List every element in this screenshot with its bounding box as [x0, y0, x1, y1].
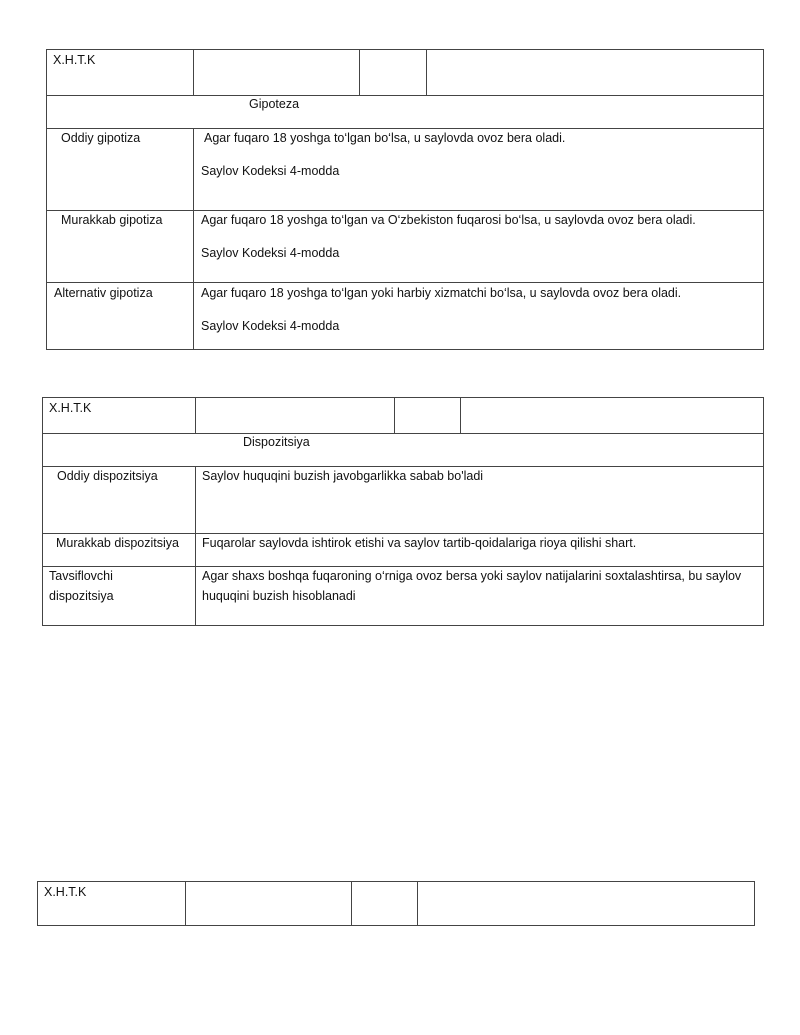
divider [43, 533, 763, 534]
divider [185, 882, 186, 925]
row-label: Tavsiflovchi dispozitsiya [49, 569, 114, 603]
divider [193, 128, 194, 349]
empty-table [37, 881, 755, 926]
gipoteza-table [46, 49, 764, 350]
divider [359, 50, 360, 95]
divider [43, 466, 763, 467]
row-text: Agar shaxs boshqa fuqaroning o‘rniga ovoz bersa yoki saylov natijalarini soxtalashtirsa, bu saylov huquqini buzish hisoblanadi [202, 569, 742, 603]
row-text: Saylov huquqini buzish javobgarlikka sabab bo'ladi [202, 469, 484, 483]
row-source: Saylov Kodeksi 4-modda [201, 164, 340, 178]
divider [47, 95, 763, 96]
header-code: X.H.T.K [44, 885, 87, 899]
section-title: Dispozitsiya [243, 435, 310, 449]
divider [47, 210, 763, 211]
section-title: Gipoteza [249, 97, 300, 111]
row-source: Saylov Kodeksi 4-modda [201, 246, 340, 260]
row-label: Oddiy gipotiza [61, 131, 141, 145]
divider [195, 466, 196, 625]
header-code: X.H.T.K [49, 401, 92, 415]
row-label: Oddiy dispozitsiya [57, 469, 158, 483]
row-text: Agar fuqaro 18 yoshga to‘lgan bo‘lsa, u saylovda ovoz bera oladi. [204, 131, 566, 145]
divider [460, 398, 461, 433]
divider [351, 882, 352, 925]
divider [43, 433, 763, 434]
row-label: Alternativ gipotiza [54, 286, 153, 300]
row-label: Murakkab dispozitsiya [56, 536, 179, 550]
divider [47, 282, 763, 283]
divider [417, 882, 418, 925]
dispozitsiya-table [42, 397, 764, 626]
divider [193, 50, 194, 95]
divider [426, 50, 427, 95]
divider [47, 128, 763, 129]
row-text: Fuqarolar saylovda ishtirok etishi va saylov tartib-qoidalariga rioya qilishi shart. [202, 536, 637, 550]
header-code: X.H.T.K [53, 53, 96, 67]
row-label: Murakkab gipotiza [61, 213, 163, 227]
divider [195, 398, 196, 433]
row-text: Agar fuqaro 18 yoshga to‘lgan yoki harbiy xizmatchi bo‘lsa, u saylovda ovoz bera oladi. [201, 286, 682, 300]
row-source: Saylov Kodeksi 4-modda [201, 319, 340, 333]
divider [394, 398, 395, 433]
row-text: Agar fuqaro 18 yoshga to‘lgan va O‘zbekiston fuqarosi bo‘lsa, u saylovda ovoz bera oladi. [201, 213, 696, 227]
